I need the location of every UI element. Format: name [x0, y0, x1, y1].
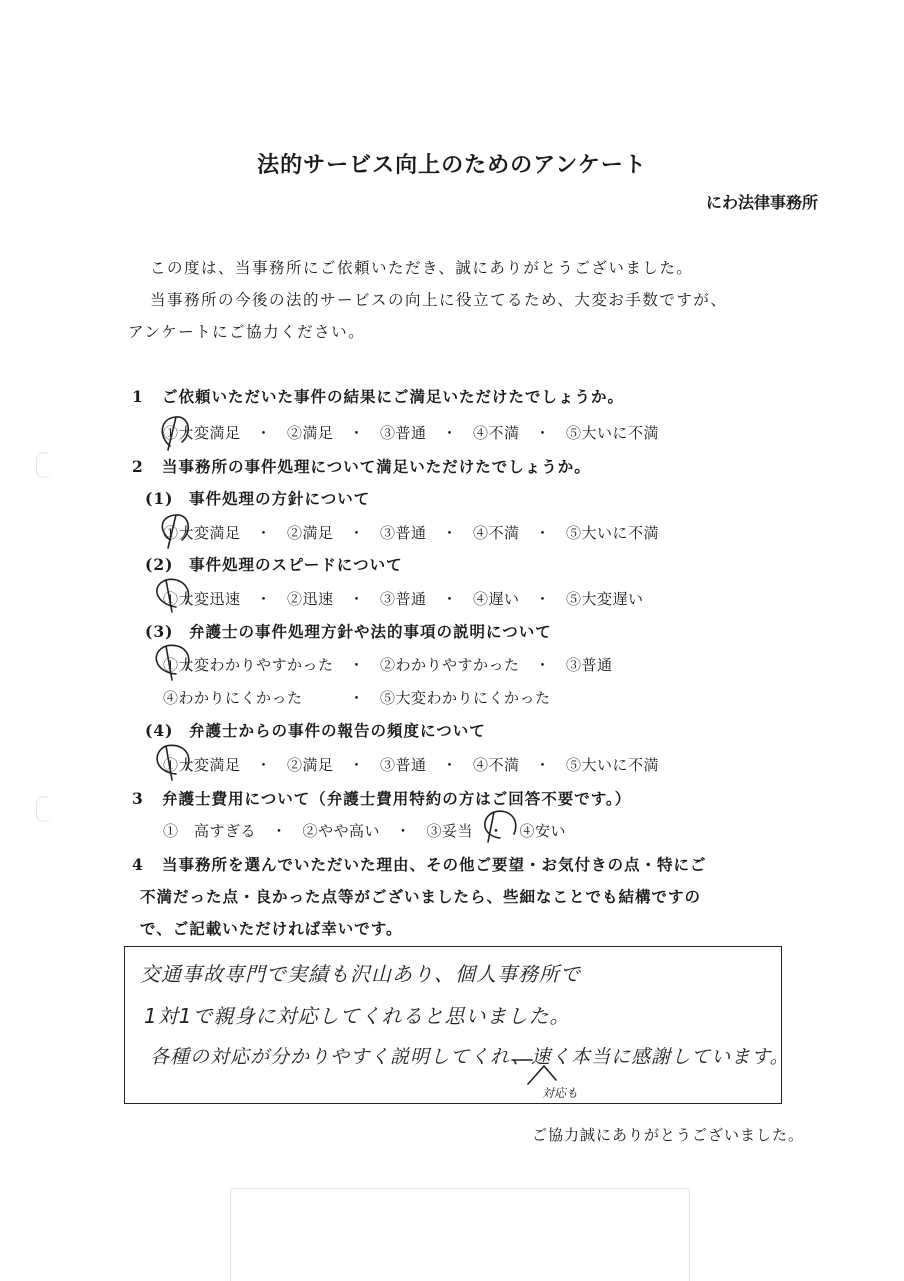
closing-message: ご協力誠にありがとうございました。: [531, 1126, 804, 1144]
comment-line-2: 1対1で親身に対応してくれると思いました。: [144, 1004, 571, 1028]
question-2-2-text: 事件処理のスピードについて: [189, 555, 403, 574]
question-2-3-number: (3): [145, 622, 174, 641]
question-1-text: ご依頼いただいた事件の結果にご満足いただけたでしょうか。: [162, 387, 625, 406]
question-2-1-number: (1): [145, 489, 174, 508]
question-2-2-options[interactable]: ①大変迅速 ・ ②迅速 ・ ③普通 ・ ④遅い ・ ⑤大変遅い: [163, 590, 644, 608]
answer-circle-q2-4: [157, 745, 189, 780]
comment-insert-note: 対応も: [542, 1086, 579, 1100]
question-2-3-options-line-1[interactable]: ①大変わかりやすかった ・ ②わかりやすかった ・ ③普通: [163, 656, 613, 674]
question-2-4-number: (4): [145, 721, 174, 740]
question-2-1-text: 事件処理の方針について: [189, 489, 371, 508]
question-2-text: 当事務所の事件処理について満足いただけたでしょうか。: [162, 457, 591, 476]
question-3-number: 3: [132, 789, 144, 808]
answer-circle-q3: [485, 811, 516, 842]
question-2-3-options-line-2[interactable]: ④わかりにくかった ・ ⑤大変わかりにくかった: [163, 689, 551, 707]
answer-circle-q2-2: [157, 579, 189, 612]
question-2-4-text: 弁護士からの事件の報告の頻度について: [189, 721, 486, 740]
question-4-text-line-2: 不満だった点・良かった点等がございましたら、些細なことでも結構ですの: [140, 887, 702, 906]
intro-line-1: この度は、当事務所にご依頼いただき、誠にありがとうございました。: [150, 259, 694, 277]
survey-title: 法的サービス向上のためのアンケート: [257, 152, 647, 178]
comment-line-1: 交通事故専門で実績も沢山あり、個人事務所で: [140, 962, 581, 986]
question-4-text-line-1: 当事務所を選んでいただいた理由、その他ご要望・お気付きの点・特にご: [162, 855, 707, 874]
answer-circle-q2-3: [156, 645, 189, 680]
question-2-number: 2: [132, 457, 144, 476]
firm-name: にわ法律事務所: [705, 193, 818, 212]
question-4-text-line-3: で、ご記載いただければ幸いです。: [140, 919, 403, 938]
question-2-3-text: 弁護士の事件処理方針や法的事項の説明について: [189, 622, 552, 641]
intro-line-2: 当事務所の今後の法的サービスの向上に役立てるため、大変お手数ですが、: [150, 291, 728, 309]
answer-circle-q1: [162, 417, 188, 450]
question-1-number: 1: [132, 387, 144, 406]
question-2-2-number: (2): [145, 555, 174, 574]
question-1-options[interactable]: ①大変満足 ・ ②満足 ・ ③普通 ・ ④不満 ・ ⑤大いに不満: [163, 424, 660, 442]
question-2-1-options[interactable]: ①大変満足 ・ ②満足 ・ ③普通 ・ ④不満 ・ ⑤大いに不満: [163, 524, 660, 542]
insert-caret: [528, 1066, 556, 1084]
question-3-text: 弁護士費用について（弁護士費用特約の方はご回答不要です。）: [162, 789, 632, 808]
intro-line-3: アンケートにご協力ください。: [128, 323, 366, 341]
comment-line-3: 各種の対応が分かりやすく説明してくれ、速く本当に感謝しています。: [150, 1046, 790, 1068]
question-4-number: 4: [132, 855, 144, 874]
question-2-4-options[interactable]: ①大変満足 ・ ②満足 ・ ③普通 ・ ④不満 ・ ⑤大いに不満: [163, 756, 660, 774]
question-3-options[interactable]: ① 高すぎる ・ ②やや高い ・ ③妥当 ・ ④安い: [163, 822, 567, 840]
answer-circle-q2-1: [162, 515, 188, 548]
